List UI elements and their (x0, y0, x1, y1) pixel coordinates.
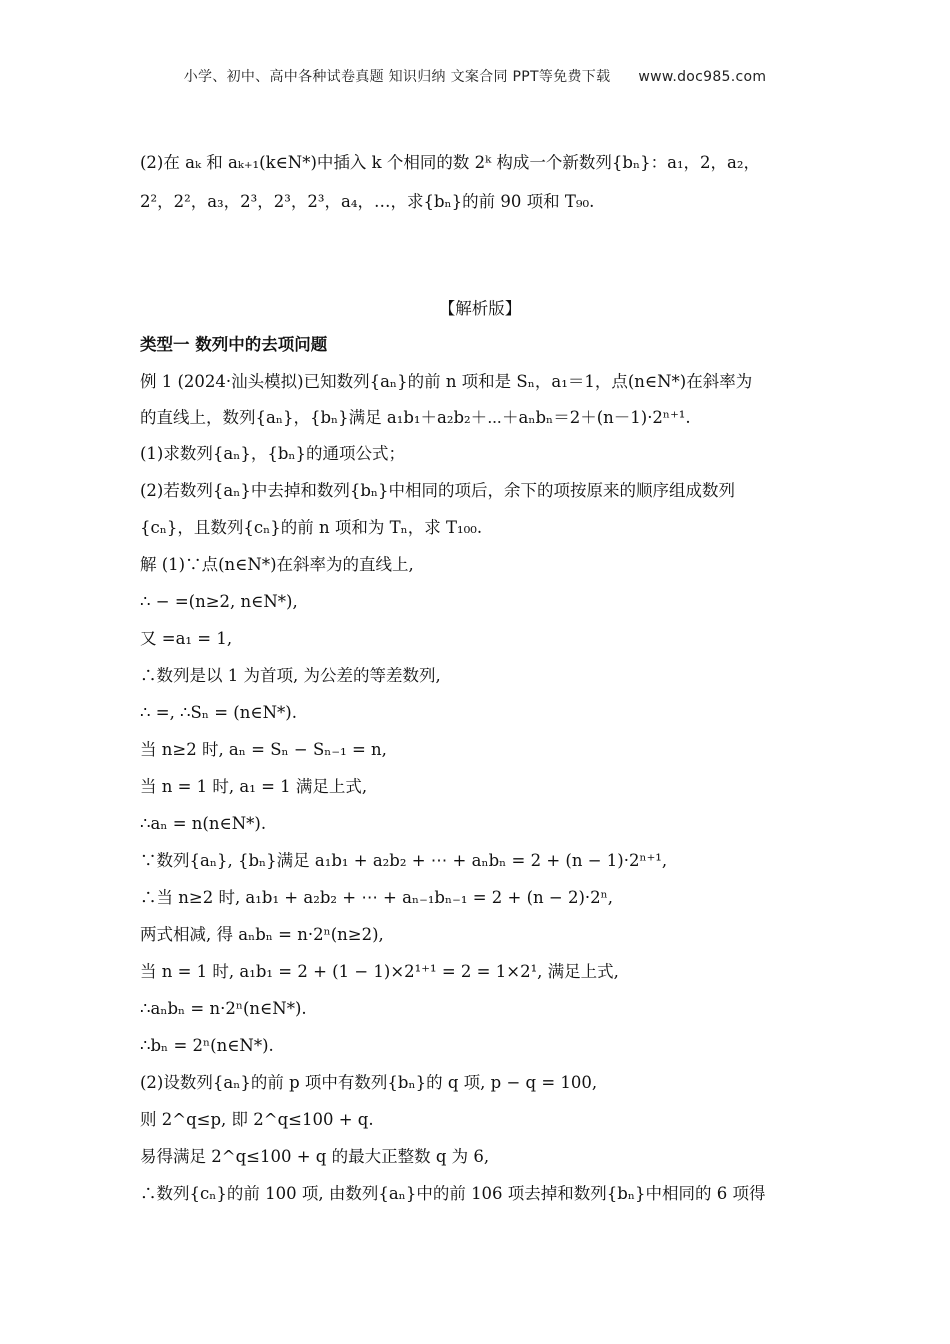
question-2-line-1: (2)若数列{aₙ}中去掉和数列{bₙ}中相同的项后，余下的项按原来的顺序组成数列 (140, 481, 736, 500)
solution-line-5: ∴ =, ∴Sₙ = (n∈N*). (140, 703, 297, 722)
solution-line-18: ∴数列{cₙ}的前 100 项, 由数列{aₙ}中的前 106 项去掉和数列{bₙ}中相同的 6 项得 (140, 1184, 766, 1203)
solution-line-9: ∵数列{aₙ}, {bₙ}满足 a₁b₁ + a₂b₂ + ⋯ + aₙbₙ = 2 + (n − 1)·2ⁿ⁺¹, (140, 851, 668, 870)
solution-line-7: 当 n = 1 时, a₁ = 1 满足上式, (140, 777, 368, 796)
solution-line-4: ∴数列是以 1 为首项, 为公差的等差数列, (140, 666, 441, 685)
solution-line-14: ∴bₙ = 2ⁿ(n∈N*). (140, 1036, 274, 1055)
solution-line-1: 解 (1)∵点(n∈N*)在斜率为的直线上, (140, 555, 414, 574)
header-text: 小学、初中、高中各种试卷真题 知识归纳 文案合同 PPT等免费下载 (183, 69, 611, 85)
section-title: 【解析版】 (438, 299, 522, 318)
solution-line-6: 当 n≥2 时, aₙ = Sₙ − Sₙ₋₁ = n, (140, 740, 387, 759)
page-header (0, 66, 950, 86)
solution-line-15: (2)设数列{aₙ}的前 p 项中有数列{bₙ}的 q 项, p − q = 100, (140, 1073, 598, 1092)
solution-line-11: 两式相减, 得 aₙbₙ = n·2ⁿ(n≥2), (140, 925, 384, 944)
problem-line-2: 2²，2²，a₃，2³，2³，2³，a₄，…，求{bₙ}的前 90 项和 T₉₀. (140, 192, 595, 211)
question-1: (1)求数列{aₙ}，{bₙ}的通项公式； (140, 444, 406, 463)
solution-line-17: 易得满足 2^q≤100 + q 的最大正整数 q 为 6, (140, 1147, 490, 1166)
example-line-1: 例 1 (2024·汕头模拟)已知数列{aₙ}的前 n 项和是 Sₙ，a₁＝1，点(n∈N*)在斜率为 (140, 372, 753, 391)
problem-line-1: (2)在 aₖ 和 aₖ₊₁(k∈N*)中插入 k 个相同的数 2ᵏ 构成一个新数列{bₙ}：a₁，2，a₂， (140, 153, 761, 172)
solution-line-16: 则 2^q≤p, 即 2^q≤100 + q. (140, 1110, 374, 1129)
example-line-2: 的直线上，数列{aₙ}，{bₙ}满足 a₁b₁＋a₂b₂＋⋯＋aₙbₙ＝2＋(n－1)·2ⁿ⁺¹. (140, 408, 691, 427)
solution-line-10: ∴当 n≥2 时, a₁b₁ + a₂b₂ + ⋯ + aₙ₋₁bₙ₋₁ = 2 + (n − 2)·2ⁿ, (140, 888, 614, 907)
solution-line-13: ∴aₙbₙ = n·2ⁿ(n∈N*). (140, 999, 307, 1018)
solution-line-2: ∴ − =(n≥2, n∈N*), (140, 592, 298, 611)
solution-line-3: 又 =a₁ = 1, (140, 629, 233, 648)
header-site: www.doc985.com (638, 69, 767, 85)
solution-line-8: ∴aₙ = n(n∈N*). (140, 814, 267, 833)
type-heading: 类型一 数列中的去项问题 (140, 335, 328, 354)
question-2-line-2: {cₙ}，且数列{cₙ}的前 n 项和为 Tₙ，求 T₁₀₀. (140, 518, 483, 537)
solution-line-12: 当 n = 1 时, a₁b₁ = 2 + (1 − 1)×2¹⁺¹ = 2 = 1×2¹, 满足上式, (140, 962, 619, 981)
